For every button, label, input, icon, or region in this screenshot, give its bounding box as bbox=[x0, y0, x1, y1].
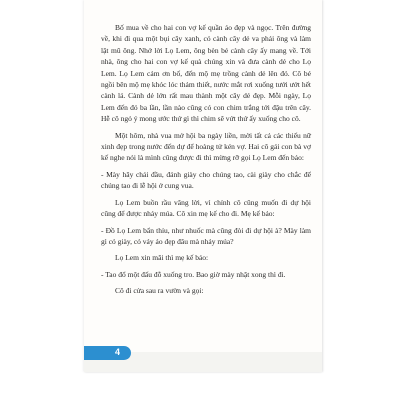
story-paragraph: Bố mua về cho hai con vợ kế quần áo đẹp và ngọc. Trên đường về, khi đi qua một bụi cây xanh, có cành cây dẻ va phải ông và làm lật mũ ông. Nhớ lời Lọ Lem, ông bèn bẻ cành cây ấy mang về. Tới nhà, ông cho hai con vợ kế quà chúng xin và đưa cành dẻ cho Lọ Lem. Lọ Lem cảm ơn bố, đến mộ mẹ trồng cành dẻ lên đó. Cô bé ngồi bên mộ mẹ khóc lóc thảm thiết, nước mắt rơi xuống tưới ướt hết cành lá. Cành dẻ lớn rất mau thành một cây dẻ đẹp. Mỗi ngày, Lọ Lem đến đó ba lần, lần nào cũng có con chim trắng tới đậu trên cây. Hễ cô ngỏ ý mong ước thứ gì thì chim sẽ vứt thứ ấy xuống cho cô. bbox=[101, 23, 311, 124]
story-paragraph: Một hôm, nhà vua mở hội ba ngày liền, mời tất cả các thiếu nữ xinh đẹp trong nước đến dự để hoàng tử kén vợ. Hai cô gái con bà vợ kế nghe nói là mình cũng được đi thì mừng rỡ gọi Lọ Lem đến bảo: bbox=[101, 130, 311, 163]
book-page bbox=[84, 0, 322, 372]
page-number: 4 bbox=[115, 347, 121, 357]
page-number-tab bbox=[84, 346, 131, 360]
story-text bbox=[101, 22, 311, 302]
story-paragraph: Lọ Lem xin mãi thì mẹ kế bảo: bbox=[115, 253, 209, 263]
dialog-line: - Tao đổ một đấu đỗ xuống tro. Bao giờ mày nhặt xong thì đi. bbox=[101, 269, 286, 279]
dialog-line: - Mày hãy chải đầu, đánh giày cho chúng tao, cài giày cho chắc để chúng tao đi lễ hội ở cung vua. bbox=[101, 169, 311, 191]
dialog-line: - Đồ Lọ Lem bẩn thỉu, như nhuốc mà cũng đòi đi dự hội à? Mày làm gì có giày, có váy áo đẹp đâu mà nhảy múa? bbox=[101, 225, 311, 246]
story-paragraph: Cô đi cửa sau ra vườn và gọi: bbox=[115, 286, 204, 296]
story-paragraph: Lọ Lem buồn rầu vâng lời, vì chính cô cũng muốn đi dự hội cũng để được nhảy múa. Cô xin mẹ kế cho đi. Mẹ kế bảo: bbox=[101, 197, 311, 219]
